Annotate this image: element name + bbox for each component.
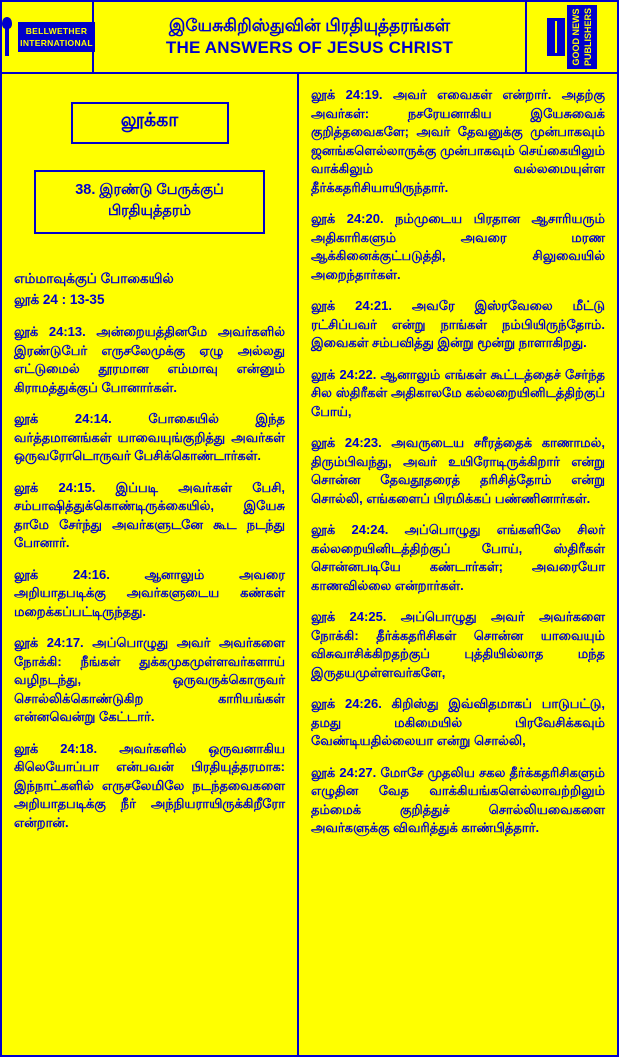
bellwether-line2: INTERNATIONAL <box>20 38 93 48</box>
gnp-line2: PUBLISHERS <box>583 7 594 67</box>
section-heading <box>14 268 285 310</box>
verse-24-26: லூக் 24:26. கிறிஸ்து இவ்விதமாகப் பாடுபட்டு, தமது மகிமையில் பிரவேசிக்கவும் வேண்டியதில்லையா என்று சொல்லி, <box>311 696 605 748</box>
torch-icon <box>0 17 15 57</box>
bellwether-logo-text <box>18 22 95 52</box>
book-title: லூக்கா <box>71 102 229 144</box>
verse-24-17: லூக் 24:17. அப்பொழுது அவர் அவர்களை நோக்கி: நீங்கள் துக்கமுகமுள்ளவர்களாய் வழிநடந்து, ஒருவருக்கொருவர் சொல்லிக்கொண்டுகிற காரியங்கள் என்னவென்று கேட்டார். <box>14 635 285 724</box>
verse-24-24: லூக் 24:24. அப்பொழுது எங்களிலே சிலர் கல்லறையினிடத்திற்குப் போய், ஸ்திரீகள் சொன்னபடியே கண்டார்கள்; அவரையோ காணவில்லை என்றார்கள். <box>311 522 605 593</box>
page-body <box>2 74 617 1055</box>
lesson-title: 38. இரண்டு பேருக்குப் பிரதியுத்தரம் <box>34 170 265 234</box>
title-tamil: இயேசுகிறிஸ்துவின் பிரதியுத்தரங்கள் <box>168 16 451 35</box>
gnp-line1: GOOD NEWS <box>571 8 582 66</box>
verse-24-25: லூக் 24:25. அப்பொழுது அவர் அவர்களை நோக்கி: தீர்க்கதரிசிகள் சொன்ன யாவையும் விசுவாசிக்கிறதற்குப் புத்தியில்லாத மந்த இருதயமுள்ளவர்களே, <box>311 609 605 680</box>
section-heading-line1: எம்மாவுக்குப் போகையில் <box>14 271 174 286</box>
section-heading-reference: லூக் 24 : 13-35 <box>14 292 105 307</box>
header-titles <box>94 2 525 72</box>
bellwether-line1: BELLWETHER <box>25 26 88 36</box>
page-header <box>2 2 617 74</box>
left-column <box>2 74 299 1055</box>
right-column <box>299 74 617 1055</box>
verse-24-23: லூக் 24:23. அவருடைய சரீரத்தைக் காணாமல், திரும்பிவந்து, அவர் உயிரோடிருக்கிறார் என்று சொன்ன தேவதூதரைத் தரிசித்தோம் என்று சொல்லி, எங்களைப் பிரமிக்கப் பண்ணினார்கள். <box>311 435 605 506</box>
verse-24-19: லூக் 24:19. அவர் எவைகள் என்றார். அதற்கு அவர்கள்: நசரேயனாகிய இயேசுவைக் குறித்தவைகளே; அவர் தேவனுக்கு முன்பாகவும் ஜனங்களெல்லாருக்கு முன்பாகவும் செய்கையிலும் வாக்கிலும் வல்லமையுள்ள தீர்க்கதரிசியாயிருந்தார். <box>311 87 605 195</box>
verse-24-15: லூக் 24:15. இப்படி அவர்கள் பேசி, சம்பாஷித்துக்கொண்டிருக்கையில், இயேசு தாமே சேர்ந்து அவர்களுடனே கூட நடந்து போனார். <box>14 479 285 550</box>
verse-24-14: லூக் 24:14. போகையில் இந்த வர்த்தமானங்கள் யாவையுங்குறித்து அவர்கள் ஒருவரோடொருவர் பேசிக்கொண்டார்கள். <box>14 411 285 463</box>
bellwether-logo <box>2 2 94 72</box>
verse-24-21: லூக் 24:21. அவரே இஸ்ரவேலை மீட்டு ரட்சிப்பவர் என்று நாங்கள் நம்பியிருந்தோம். இவைகள் சம்பவித்து இன்று மூன்று நாளாகிறது. <box>311 298 605 350</box>
verse-24-20: லூக் 24:20. நம்முடைய பிரதான ஆசாரியரும் அதிகாரிகளும் அவரை மரண ஆக்கினைக்குட்படுத்தி, சிலுவையில் அறைந்தார்கள். <box>311 211 605 282</box>
verse-24-18: லூக் 24:18. அவர்களில் ஒருவனாகிய கிலெயோப்பா என்பவன் பிரதியுத்தரமாக: இந்நாட்களில் எருசலேமிலே நடந்தவைகளை அறியாதபடிக்கு நீர் அந்நியராயிருக்கிறீரோ என்றான். <box>14 740 285 830</box>
gnp-logo-text <box>567 5 597 69</box>
good-news-publishers-logo <box>525 2 617 72</box>
verse-24-13: லூக் 24:13. அன்றையத்தினமே அவர்களில் இரண்டுபேர் எருசலேமுக்கு ஏழு அல்லது எட்டுமைல் தூரமான எம்மாவு என்னும் கிராமத்துக்குப் போனார்கள். <box>14 324 285 395</box>
verse-24-27: லூக் 24:27. மோசே முதலிய சகல தீர்க்கதரிசிகளும் எழுதின வேத வாக்கியங்களெல்லாவற்றிலும் தம்மைக் குறித்துச் சொல்லியவைகளை அவர்களுக்கு விவரித்துக் காண்பித்தார். <box>311 764 605 835</box>
verse-24-22: லூக் 24:22. ஆனாலும் எங்கள் கூட்டத்தைச் சேர்ந்த சில ஸ்திரீகள் அதிகாலமே கல்லறையினிடத்திற்குப் போய், <box>311 366 605 419</box>
verse-24-16: லூக் 24:16. ஆனாலும் அவரை அறியாதபடிக்கு அவர்களுடைய கண்கள் மறைக்கப்பட்டிருந்தது. <box>14 566 285 619</box>
title-english: THE ANSWERS OF JESUS CHRIST <box>165 38 454 57</box>
open-book-icon <box>547 18 565 56</box>
